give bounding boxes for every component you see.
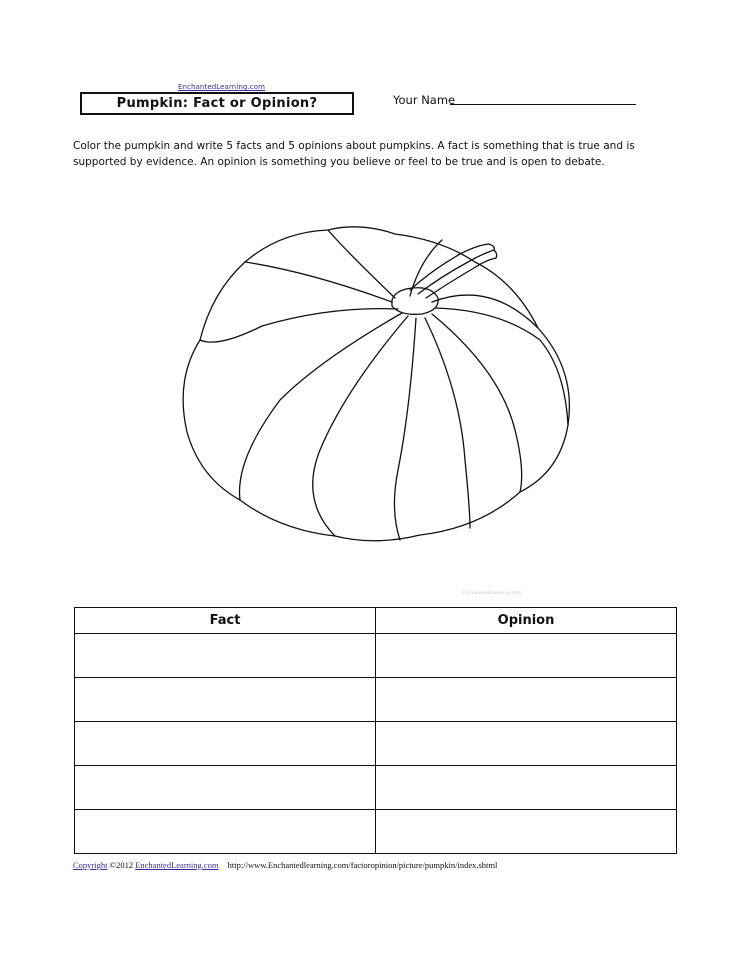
instructions-text: Color the pumpkin and write 5 facts and 5 opinions about pumpkins. A fact is something that is true and is supported by evidence. An opinion is something you believe or feel to be true and is open to debate. bbox=[73, 140, 635, 168]
footer-site-link[interactable]: EnchantedLearning.com bbox=[135, 860, 219, 870]
table-row bbox=[75, 634, 677, 678]
pumpkin-illustration bbox=[170, 210, 580, 570]
table-row bbox=[75, 766, 677, 810]
pumpkin-rib bbox=[313, 316, 408, 536]
opinion-cell[interactable] bbox=[376, 678, 677, 722]
pumpkin-outline bbox=[183, 227, 569, 541]
opinion-cell[interactable] bbox=[376, 634, 677, 678]
pumpkin-rib bbox=[240, 313, 403, 500]
title-box bbox=[80, 92, 354, 115]
copyright-year: ©2012 bbox=[109, 860, 134, 870]
pumpkin-rib bbox=[200, 309, 398, 343]
your-name-line[interactable] bbox=[450, 104, 636, 105]
table-header-row bbox=[75, 608, 677, 634]
pumpkin-rib bbox=[394, 318, 416, 540]
pumpkin-rib bbox=[425, 318, 470, 528]
column-header-fact: Fact bbox=[75, 608, 376, 634]
footer-url: http://www.Enchantedlearning.com/factoropinion/picture/pumpkin/index.shtml bbox=[227, 860, 498, 870]
fact-cell[interactable] bbox=[75, 766, 376, 810]
watermark: ©EnchantedLearning.com bbox=[462, 591, 522, 596]
fact-cell[interactable] bbox=[75, 722, 376, 766]
table-row bbox=[75, 678, 677, 722]
pumpkin-rib bbox=[435, 308, 568, 425]
fact-cell[interactable] bbox=[75, 634, 376, 678]
fact-cell[interactable] bbox=[75, 678, 376, 722]
your-name-label: Your Name bbox=[393, 93, 456, 107]
footer bbox=[73, 860, 497, 870]
site-link-top[interactable]: EnchantedLearning.com bbox=[178, 83, 266, 91]
table-row bbox=[75, 810, 677, 854]
opinion-cell[interactable] bbox=[376, 766, 677, 810]
column-header-opinion: Opinion bbox=[376, 608, 677, 634]
fact-cell[interactable] bbox=[75, 810, 376, 854]
copyright-link[interactable]: Copyright bbox=[73, 860, 108, 870]
pumpkin-rib bbox=[432, 295, 538, 328]
pumpkin-rib bbox=[245, 262, 392, 302]
page-title: Pumpkin: Fact or Opinion? bbox=[116, 96, 318, 111]
opinion-cell[interactable] bbox=[376, 810, 677, 854]
fact-opinion-table bbox=[74, 607, 677, 854]
pumpkin-rib bbox=[432, 314, 522, 492]
pumpkin-stem-base bbox=[392, 288, 438, 315]
pumpkin-stem bbox=[426, 258, 496, 298]
pumpkin-rib bbox=[328, 230, 395, 298]
table-row bbox=[75, 722, 677, 766]
opinion-cell[interactable] bbox=[376, 722, 677, 766]
